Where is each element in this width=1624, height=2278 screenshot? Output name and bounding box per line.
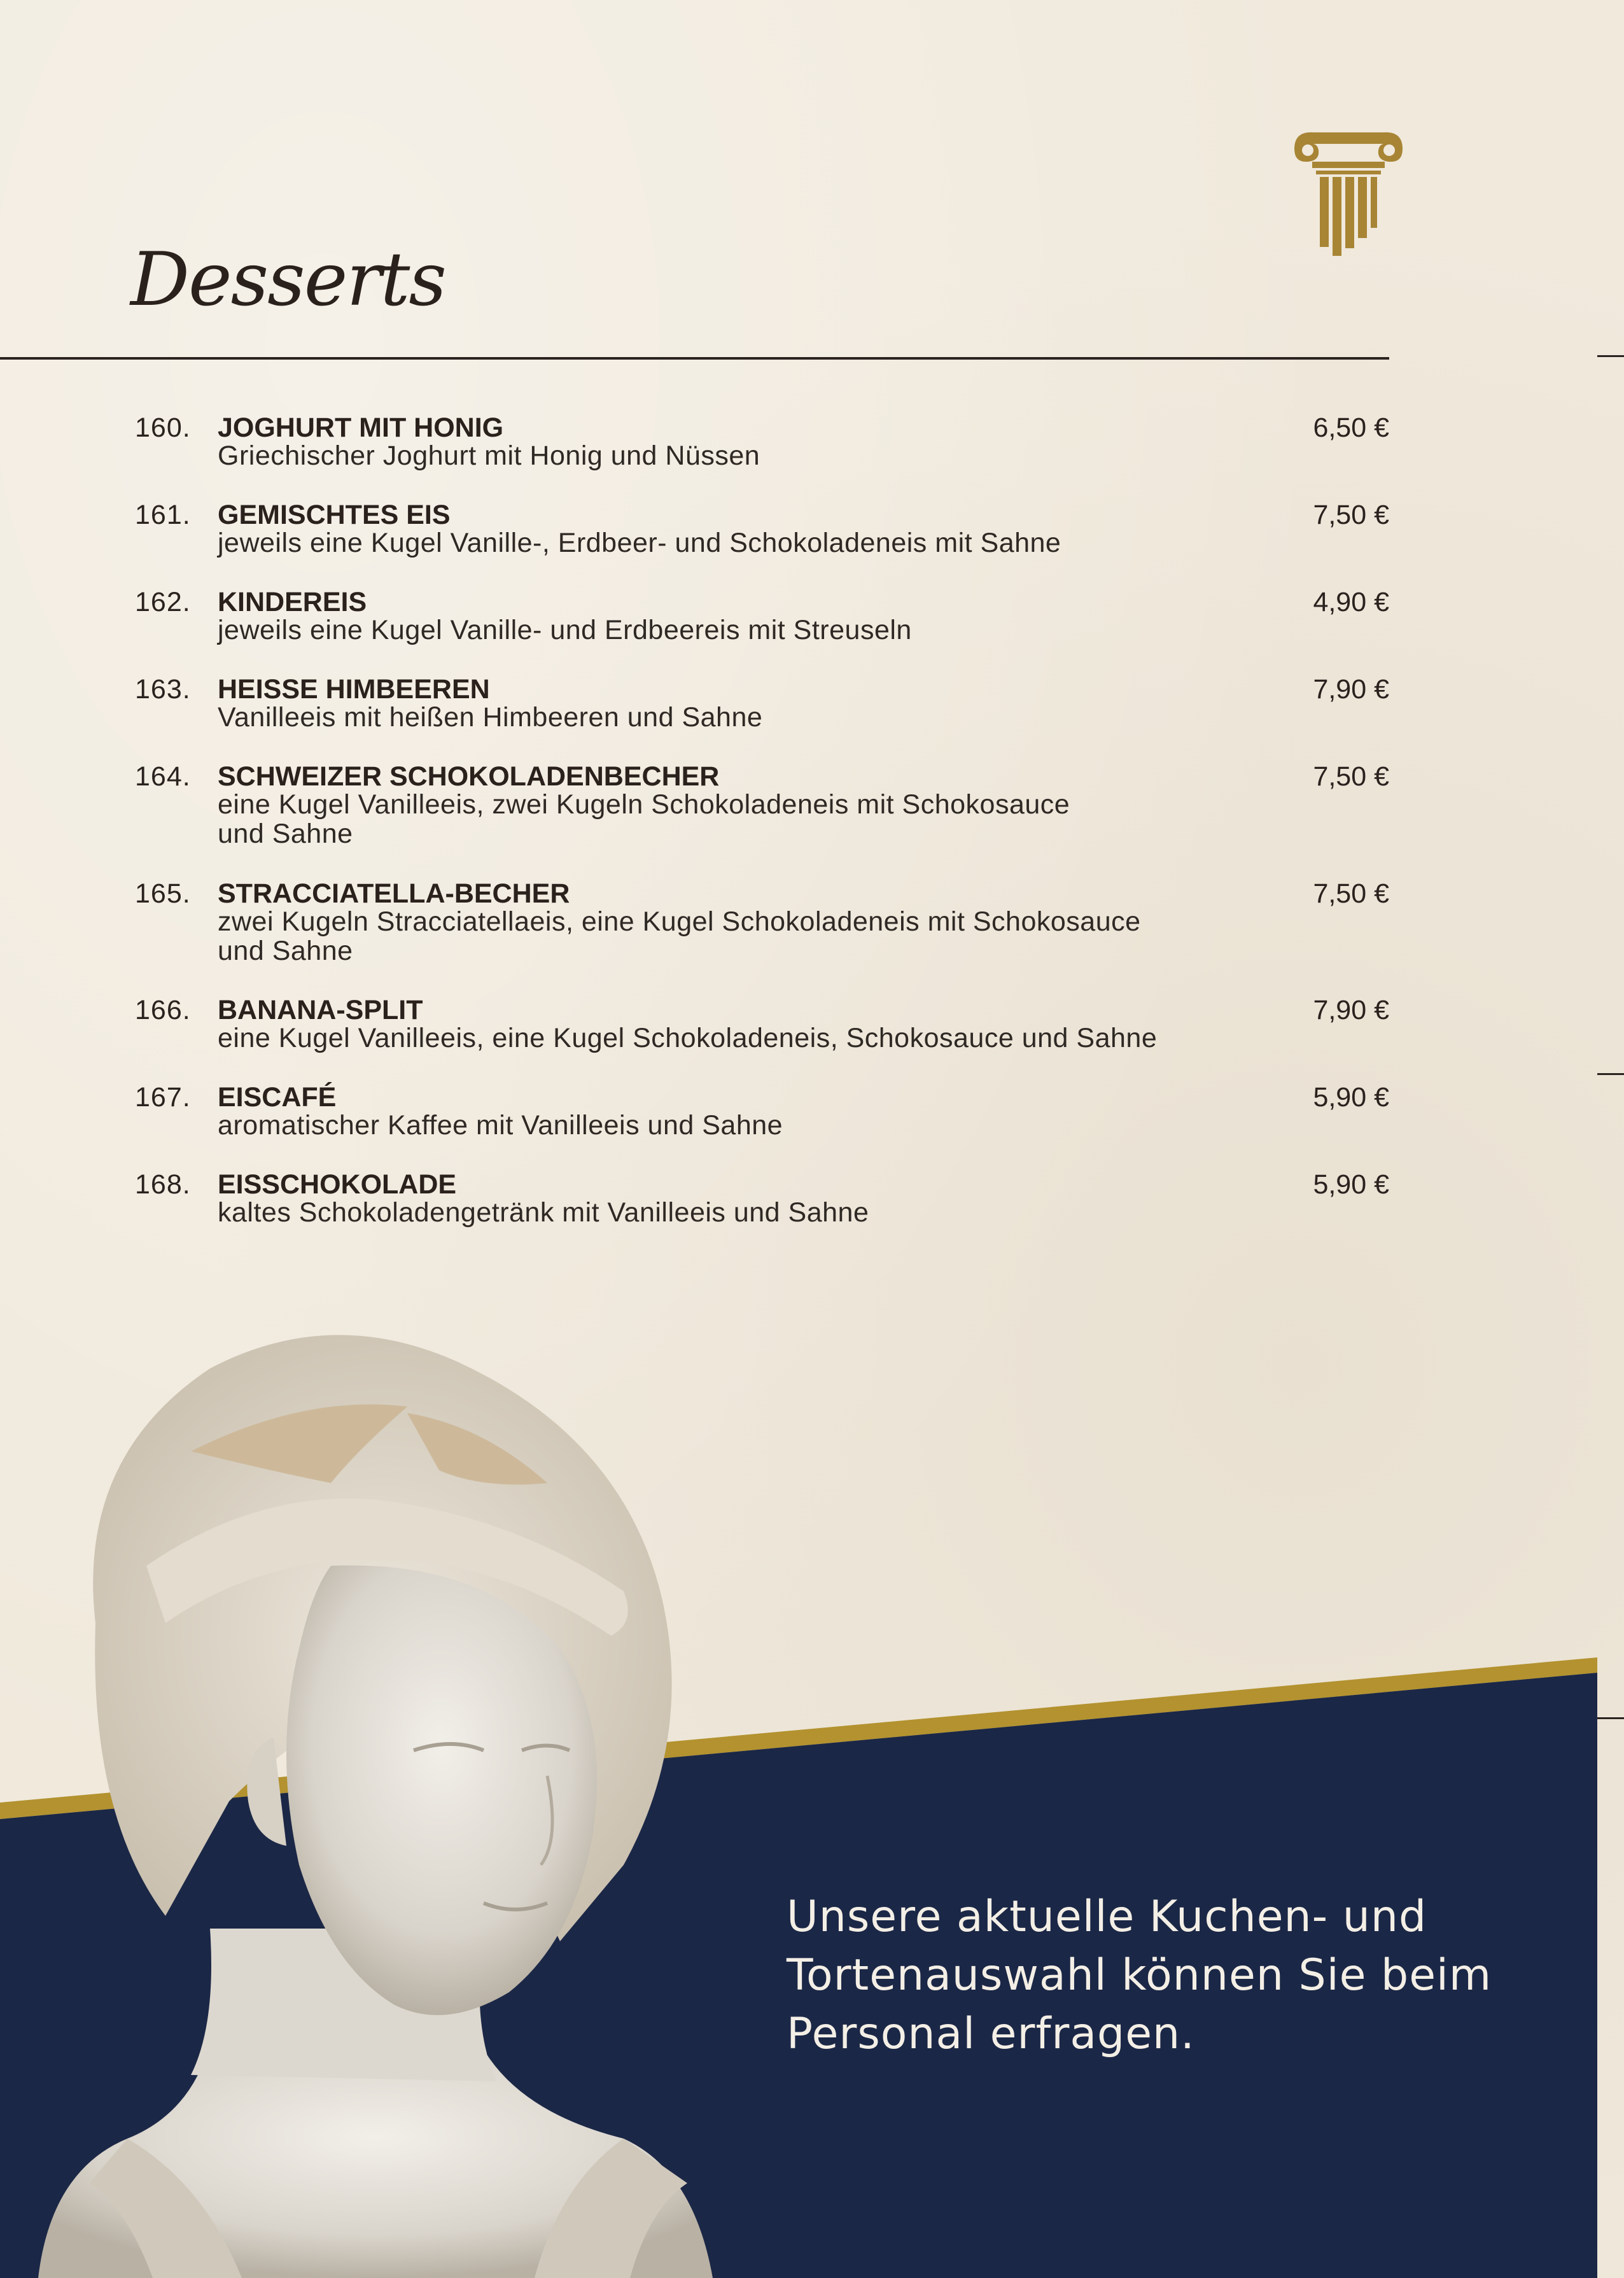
item-number: 165. bbox=[135, 878, 191, 909]
banner-line: Unsere aktuelle Kuchen- und bbox=[787, 1892, 1427, 1942]
item-description: jeweils eine Kugel Vanille- und Erdbeereis mit Streuseln bbox=[218, 615, 912, 645]
item-name: SCHWEIZER SCHOKOLADENBECHER bbox=[218, 761, 720, 792]
banner-message bbox=[787, 1888, 1550, 2064]
item-description: kaltes Schokoladengetränk mit Vanilleeis und Sahne bbox=[218, 1197, 869, 1228]
item-price: 6,50 € bbox=[1313, 412, 1389, 443]
item-price: 7,90 € bbox=[1313, 995, 1389, 1025]
item-name: STRACCIATELLA-BECHER bbox=[218, 878, 570, 909]
item-number: 161. bbox=[135, 500, 191, 530]
item-price: 5,90 € bbox=[1313, 1169, 1389, 1200]
item-description: jeweils eine Kugel Vanille-, Erdbeer- und Schokoladeneis mit Sahne bbox=[218, 528, 1061, 558]
item-number: 167. bbox=[135, 1082, 191, 1113]
item-price: 7,50 € bbox=[1313, 500, 1389, 530]
item-name: JOGHURT MIT HONIG bbox=[218, 412, 504, 443]
item-price: 7,50 € bbox=[1313, 761, 1389, 792]
banner-line: Personal erfragen. bbox=[787, 2009, 1195, 2059]
item-name: BANANA-SPLIT bbox=[218, 995, 423, 1025]
item-name: HEISSE HIMBEEREN bbox=[218, 674, 490, 705]
item-description-line: eine Kugel Vanilleeis, zwei Kugeln Schokoladeneis mit Schokosauce bbox=[218, 789, 1070, 820]
item-description: aromatischer Kaffee mit Vanilleeis und Sahne bbox=[218, 1110, 783, 1141]
item-price: 5,90 € bbox=[1313, 1082, 1389, 1113]
page-title: Desserts bbox=[130, 237, 445, 323]
item-name: EISSCHOKOLADE bbox=[218, 1169, 457, 1200]
item-name: GEMISCHTES EIS bbox=[218, 500, 451, 530]
item-price: 7,50 € bbox=[1313, 878, 1389, 909]
item-description-line: zwei Kugeln Stracciatellaeis, eine Kugel Schokoladeneis mit Schokosauce bbox=[218, 906, 1141, 937]
item-price: 4,90 € bbox=[1313, 587, 1389, 617]
item-description-line: und Sahne bbox=[218, 819, 353, 849]
item-price: 7,90 € bbox=[1313, 674, 1389, 705]
item-name: KINDEREIS bbox=[218, 587, 367, 617]
item-number: 168. bbox=[135, 1169, 191, 1200]
item-number: 160. bbox=[135, 412, 191, 443]
item-number: 162. bbox=[135, 587, 191, 617]
item-number: 166. bbox=[135, 995, 191, 1025]
item-number: 164. bbox=[135, 761, 191, 792]
item-description: Griechischer Joghurt mit Honig und Nüssen bbox=[218, 440, 760, 471]
banner-line: Tortenauswahl können Sie beim bbox=[787, 1950, 1492, 2000]
item-number: 163. bbox=[135, 674, 191, 705]
classical-marble-bust-icon bbox=[0, 1292, 725, 2278]
item-description-line: und Sahne bbox=[218, 936, 353, 966]
item-description: Vanilleeis mit heißen Himbeeren und Sahne bbox=[218, 702, 763, 733]
item-name: EISCAFÉ bbox=[218, 1082, 337, 1113]
item-description: eine Kugel Vanilleeis, eine Kugel Schokoladeneis, Schokosauce und Sahne bbox=[218, 1023, 1158, 1053]
